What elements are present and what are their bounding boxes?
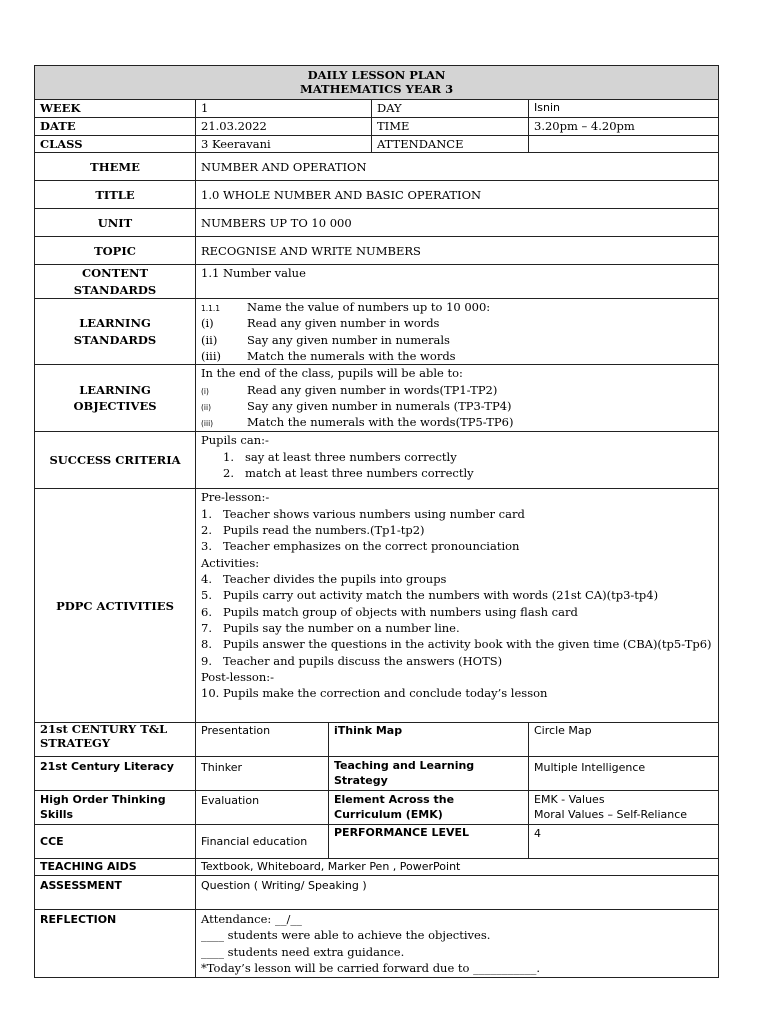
- time-label: TIME: [372, 118, 529, 136]
- item-marker: (i): [201, 386, 209, 396]
- item-marker: (iii): [201, 419, 214, 429]
- class-row: [35, 136, 719, 153]
- emk-cell: [529, 791, 719, 825]
- ithink-map-label: iThink Map: [329, 723, 529, 757]
- learning-objectives-item: [201, 414, 713, 430]
- pdpc-pre-heading: Pre-lesson:-: [201, 490, 270, 505]
- content-standards-row: [35, 265, 719, 299]
- item-marker: 1.: [223, 449, 234, 464]
- learning-objectives-label: LEARNING OBJECTIVES: [35, 365, 196, 432]
- item-text: Say any given number in numerals (TP3-TP4): [247, 398, 512, 413]
- unit-value: NUMBERS UP TO 10 000: [196, 209, 719, 237]
- plan-title: DAILY LESSON PLAN: [307, 68, 446, 82]
- item-text: Pupils answer the questions in the activity book with the given time (CBA)(tp5-Tp6): [223, 637, 712, 652]
- header-cell: [35, 66, 719, 100]
- century-strategy-value: Presentation: [196, 723, 329, 757]
- topic-row: [35, 237, 719, 265]
- pdpc-item: [201, 538, 713, 554]
- learning-objectives-item: [201, 398, 713, 414]
- content-standards-value: 1.1 Number value: [196, 265, 719, 299]
- item-text: Teacher and pupils discuss the answers (HOTS): [223, 653, 503, 668]
- topic-label: TOPIC: [35, 237, 196, 265]
- reflection-line: Attendance: __/__: [201, 911, 302, 926]
- tl-strategy-value: Multiple Intelligence: [529, 757, 719, 791]
- item-text: Pupils carry out activity match the numbers with words (21st CA)(tp3-tp4): [223, 588, 659, 603]
- assessment-value: Question ( Writing/ Speaking ): [196, 875, 719, 909]
- item-text: Pupils say the number on a number line.: [223, 620, 460, 635]
- attendance-label: ATTENDANCE: [372, 136, 529, 153]
- week-label: WEEK: [35, 100, 196, 118]
- reflection-line: *Today’s lesson will be carried forward due to ___________.: [201, 960, 541, 975]
- item-marker: 1.: [201, 506, 212, 521]
- item-text: Pupils match group of objects with numbers using flash card: [223, 604, 578, 619]
- item-text: Say any given number in numerals: [247, 332, 450, 347]
- class-label: CLASS: [35, 136, 196, 153]
- item-text: Match the numerals with the words: [247, 348, 456, 363]
- pdpc-cell: [196, 489, 719, 723]
- day-value: Isnin: [529, 100, 719, 118]
- pdpc-activities-heading: Activities:: [201, 555, 260, 570]
- pdpc-item: [201, 587, 713, 603]
- item-text: Match the numerals with the words(TP5-TP6): [247, 415, 514, 430]
- cce-row: [35, 825, 719, 859]
- learning-standards-item: [201, 348, 713, 364]
- success-criteria-cell: [196, 432, 719, 489]
- theme-value: NUMBER AND OPERATION: [196, 153, 719, 181]
- reflection-label: REFLECTION: [35, 909, 196, 977]
- teaching-aids-value: Textbook, Whiteboard, Marker Pen , PowerPoint: [196, 859, 719, 876]
- assessment-label: ASSESSMENT: [35, 875, 196, 909]
- learning-standards-heading-line: [201, 299, 713, 315]
- century-literacy-label: 21st Century Literacy: [35, 757, 196, 791]
- success-criteria-intro: Pupils can:-: [201, 433, 269, 448]
- item-text: match at least three numbers correctly: [245, 465, 474, 480]
- week-row: [35, 100, 719, 118]
- cce-label: CCE: [35, 825, 196, 859]
- item-text: Teacher divides the pupils into groups: [223, 571, 447, 586]
- learning-standards-label: LEARNING STANDARDS: [35, 298, 196, 364]
- item-marker: 3.: [201, 539, 212, 554]
- unit-row: [35, 209, 719, 237]
- header-row: [35, 66, 719, 100]
- performance-level-label: PERFORMANCE LEVEL: [329, 825, 529, 859]
- emk-label: Element Across the Curriculum (EMK): [329, 791, 529, 825]
- reflection-cell: [196, 909, 719, 977]
- item-marker: 9.: [201, 653, 212, 668]
- reflection-line: ____ students need extra guidance.: [201, 944, 405, 959]
- reflection-row: [35, 909, 719, 977]
- item-text: Pupils read the numbers.(Tp1-tp2): [223, 522, 425, 537]
- emk-values: EMK - Values: [534, 793, 605, 807]
- class-value: 3 Keeravani: [196, 136, 372, 153]
- title-row: [35, 181, 719, 209]
- date-label: DATE: [35, 118, 196, 136]
- pdpc-item: [201, 522, 713, 538]
- item-marker: (i): [201, 316, 214, 331]
- pdpc-item: [201, 506, 713, 522]
- teaching-aids-row: [35, 859, 719, 876]
- item-marker: (ii): [201, 402, 212, 412]
- hots-label: High Order Thinking Skills: [35, 791, 196, 825]
- pdpc-item: [201, 571, 713, 587]
- item-marker: 2.: [223, 465, 234, 480]
- plan-subtitle: MATHEMATICS YEAR 3: [299, 82, 454, 97]
- learning-standards-row: [35, 298, 719, 364]
- title-label: TITLE: [35, 181, 196, 209]
- century-literacy-row: [35, 757, 719, 791]
- item-text: say at least three numbers correctly: [245, 449, 457, 464]
- learning-objectives-row: [35, 365, 719, 432]
- hots-value: Evaluation: [196, 791, 329, 825]
- theme-row: [35, 153, 719, 181]
- item-marker: 2.: [201, 522, 212, 537]
- item-marker: 4.: [201, 571, 212, 586]
- ithink-map-value: Circle Map: [529, 723, 719, 757]
- performance-level-value: 4: [529, 825, 719, 859]
- item-text: Teacher shows various numbers using number card: [223, 506, 525, 521]
- assessment-row: [35, 875, 719, 909]
- pdpc-label: PDPC ACTIVITIES: [35, 489, 196, 723]
- day-label: DAY: [372, 100, 529, 118]
- tl-strategy-label: Teaching and Learning Strategy: [329, 757, 529, 791]
- pdpc-row: [35, 489, 719, 723]
- lesson-plan-table: [34, 65, 719, 978]
- learning-standards-heading: Name the value of numbers up to 10 000:: [247, 299, 491, 314]
- moral-values: Moral Values – Self-Reliance: [534, 807, 688, 821]
- week-value: 1: [196, 100, 372, 118]
- century-strategy-row: [35, 723, 719, 757]
- time-value: 3.20pm – 4.20pm: [529, 118, 719, 136]
- pdpc-item: [201, 620, 713, 636]
- item-marker: 5.: [201, 588, 212, 603]
- learning-standards-item: [201, 315, 713, 331]
- hots-row: [35, 791, 719, 825]
- learning-standards-code: 1.1.1: [201, 303, 221, 313]
- pdpc-item: [201, 604, 713, 620]
- item-marker: (iii): [201, 348, 222, 363]
- learning-objectives-cell: [196, 365, 719, 432]
- learning-standards-cell: [196, 298, 719, 364]
- teaching-aids-label: TEACHING AIDS: [35, 859, 196, 876]
- theme-label: THEME: [35, 153, 196, 181]
- content-standards-label: CONTENT STANDARDS: [35, 265, 196, 299]
- cce-value: Financial education: [196, 825, 329, 859]
- date-row: [35, 118, 719, 136]
- item-marker: 7.: [201, 620, 212, 635]
- item-text: Read any given number in words: [247, 316, 440, 331]
- century-strategy-label: 21st CENTURY T&L STRATEGY: [35, 723, 196, 757]
- item-marker: (ii): [201, 332, 218, 347]
- success-criteria-item: [201, 449, 713, 465]
- unit-label: UNIT: [35, 209, 196, 237]
- title-value: 1.0 WHOLE NUMBER AND BASIC OPERATION: [196, 181, 719, 209]
- pdpc-post-item: 10. Pupils make the correction and conclude today’s lesson: [201, 686, 548, 701]
- learning-standards-item: [201, 332, 713, 348]
- item-marker: 6.: [201, 604, 212, 619]
- item-text: Teacher emphasizes on the correct pronounciation: [223, 539, 520, 554]
- pdpc-post-heading: Post-lesson:-: [201, 669, 274, 684]
- pdpc-item: [201, 636, 713, 652]
- reflection-line: ____ students were able to achieve the objectives.: [201, 928, 491, 943]
- attendance-value: [529, 136, 719, 153]
- topic-value: RECOGNISE AND WRITE NUMBERS: [196, 237, 719, 265]
- pdpc-item: [201, 653, 713, 669]
- item-text: Read any given number in words(TP1-TP2): [247, 382, 498, 397]
- item-marker: 8.: [201, 637, 212, 652]
- success-criteria-label: SUCCESS CRITERIA: [35, 432, 196, 489]
- learning-objectives-intro: In the end of the class, pupils will be able to:: [201, 366, 463, 381]
- learning-objectives-item: [201, 382, 713, 398]
- success-criteria-item: [201, 465, 713, 481]
- century-literacy-value: Thinker: [196, 757, 329, 791]
- date-value: 21.03.2022: [196, 118, 372, 136]
- success-criteria-row: [35, 432, 719, 489]
